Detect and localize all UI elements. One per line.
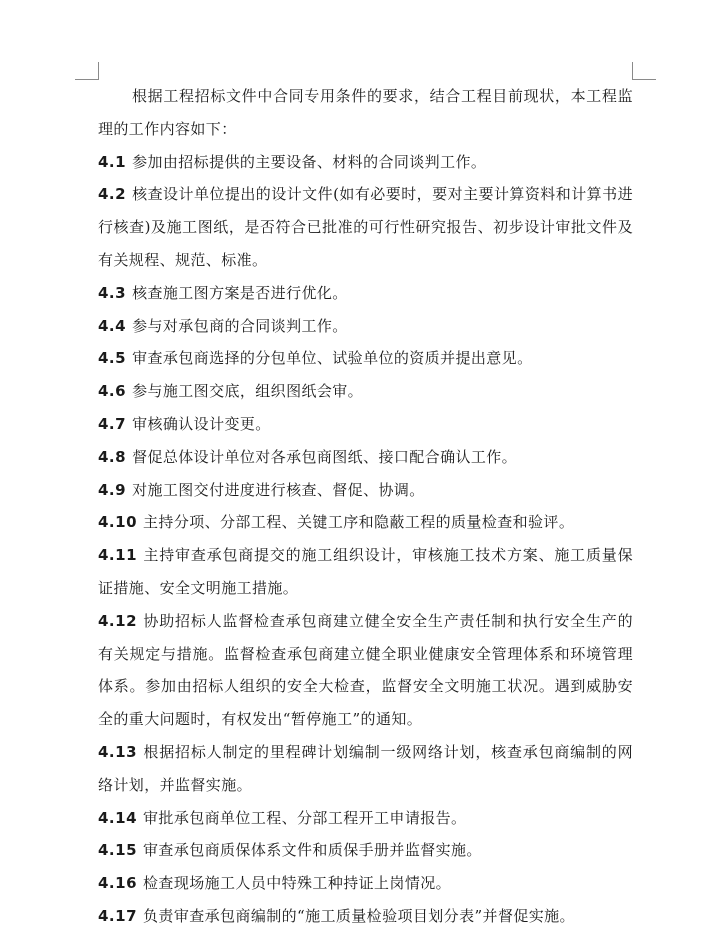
- clause-item: [98, 277, 633, 310]
- clause-item: [98, 539, 633, 605]
- intro-paragraph: 根据工程招标文件中合同专用条件的要求，结合工程目前现状，本工程监理的工作内容如下：: [98, 87, 633, 138]
- clause-item: [98, 310, 633, 343]
- clause-number: 4.12: [98, 611, 138, 630]
- clause-number: 4.2: [98, 185, 127, 204]
- clause-text: 审查承包商选择的分包单位、试验单位的资质并提出意见。: [132, 349, 533, 368]
- crop-mark-top-right-vertical: [632, 62, 633, 79]
- clause-number: 4.8: [98, 447, 127, 466]
- clause-number: 4.14: [98, 808, 138, 827]
- clause-text: 核查设计单位提出的设计文件(如有必要时，要对主要计算资料和计算书进行核查)及施工图纸，是否符合已批准的可行性研究报告、初步设计审批文件及有关规程、规范、标准。: [98, 185, 633, 269]
- clause-number: 4.15: [98, 841, 138, 860]
- clause-number: 4.1: [98, 152, 127, 171]
- clause-item: [98, 834, 633, 867]
- clause-item: [98, 867, 633, 900]
- clause-item: [98, 736, 633, 802]
- clause-number: 4.4: [98, 316, 127, 335]
- clause-number: 4.17: [98, 906, 138, 925]
- clause-number: 4.5: [98, 349, 127, 368]
- clause-text: 参与施工图交底，组织图纸会审。: [132, 382, 364, 401]
- clause-text: 参加由招标提供的主要设备、材料的合同谈判工作。: [132, 152, 487, 171]
- clause-item: [98, 474, 633, 507]
- document-body: [98, 80, 633, 933]
- clause-text: 核查施工图方案是否进行优化。: [132, 283, 348, 302]
- clause-item: [98, 605, 633, 736]
- clause-item: [98, 342, 633, 375]
- clause-number: 4.7: [98, 414, 127, 433]
- clause-text: 对施工图交付进度进行核查、督促、协调。: [132, 480, 425, 499]
- clause-text: 审核确认设计变更。: [132, 414, 271, 433]
- clause-number: 4.11: [98, 546, 138, 565]
- clause-text: 主持审查承包商提交的施工组织设计，审核施工技术方案、施工质量保证措施、安全文明施工措施。: [98, 546, 633, 597]
- clause-item: [98, 506, 633, 539]
- clause-text: 主持分项、分部工程、关键工序和隐蔽工程的质量检查和验评。: [143, 513, 575, 532]
- clause-text: 督促总体设计单位对各承包商图纸、接口配合确认工作。: [132, 447, 518, 466]
- clause-number: 4.9: [98, 480, 127, 499]
- clause-text: 审批承包商单位工程、分部工程开工申请报告。: [143, 808, 467, 827]
- clause-item: [98, 802, 633, 835]
- crop-mark-top-right-horizontal: [632, 79, 656, 80]
- clause-item: [98, 178, 633, 276]
- crop-mark-top-left-vertical: [98, 62, 99, 79]
- clause-item: [98, 375, 633, 408]
- clause-text: 根据招标人制定的里程碑计划编制一级网络计划，核查承包商编制的网络计划，并监督实施。: [98, 742, 633, 794]
- clause-number: 4.13: [98, 742, 138, 761]
- clause-text: 负责审查承包商编制的“施工质量检验项目划分表”并督促实施。: [143, 906, 575, 925]
- clause-number: 4.6: [98, 382, 127, 401]
- clause-item: [98, 441, 633, 474]
- clause-text: 检查现场施工人员中特殊工种持证上岗情况。: [143, 874, 452, 893]
- clause-number: 4.10: [98, 513, 138, 532]
- clause-item: [98, 900, 633, 933]
- clause-text: 审查承包商质保体系文件和质保手册并监督实施。: [143, 841, 482, 860]
- clause-text: 参与对承包商的合同谈判工作。: [132, 316, 348, 335]
- clause-number: 4.16: [98, 874, 138, 893]
- clause-number: 4.3: [98, 283, 127, 302]
- crop-mark-top-left-horizontal: [75, 79, 99, 80]
- clause-item: [98, 146, 633, 179]
- clause-item: [98, 408, 633, 441]
- clause-text: 协助招标人监督检查承包商建立健全安全生产责任制和执行安全生产的有关规定与措施。监督检查承包商建立健全职业健康安全管理体系和环境管理体系。参加由招标人组织的安全大检查，监督安全文明施工状况。遇到威胁安全的重大问题时，有权发出“暂停施工”的通知。: [98, 611, 633, 729]
